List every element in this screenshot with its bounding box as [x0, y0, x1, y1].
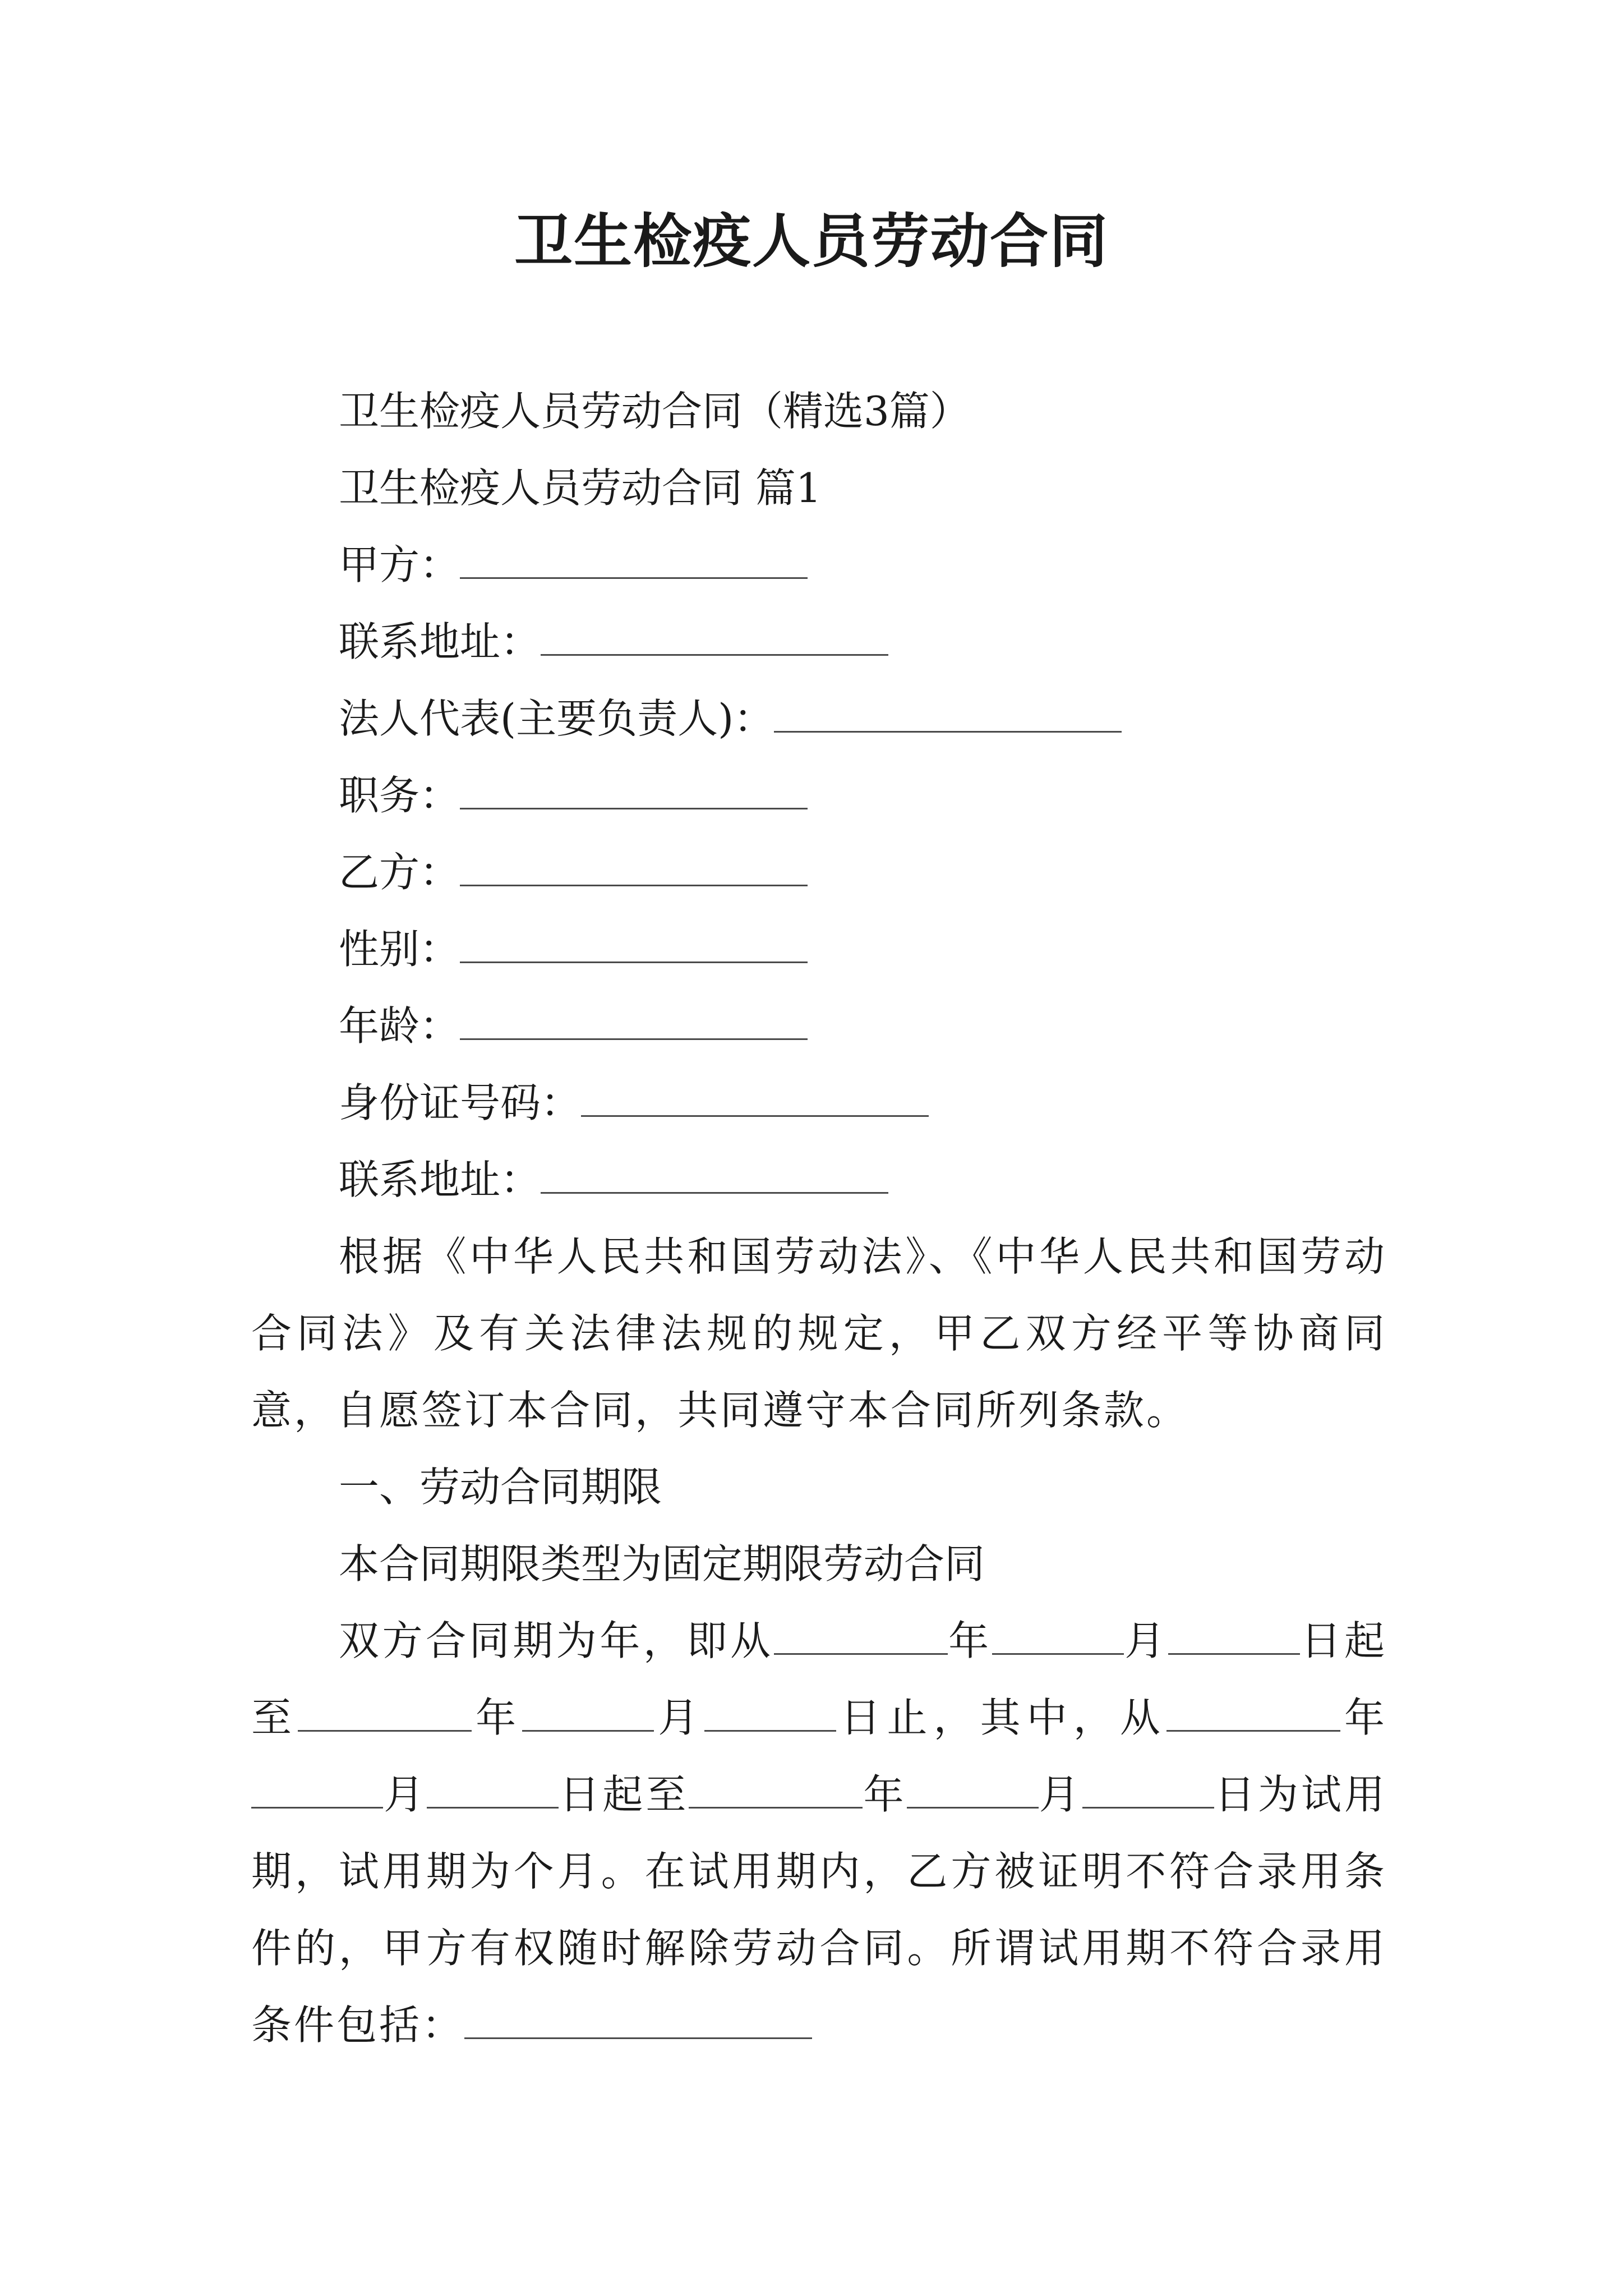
blank-line — [704, 1691, 836, 1732]
blank-line — [1168, 1614, 1300, 1655]
field-label: 联系地址： — [339, 1156, 541, 1203]
field-position — [251, 757, 1387, 834]
field-party-b — [251, 834, 1387, 911]
blank-line — [774, 1614, 948, 1655]
field-party-a — [251, 527, 1387, 604]
field-label: 性别： — [339, 926, 460, 973]
blank-line — [689, 1768, 863, 1809]
blank-line — [541, 1153, 888, 1194]
field-label: 法人代表(主要负责人)： — [339, 695, 774, 742]
blank-line — [522, 1691, 654, 1732]
field-contact-address-b — [251, 1142, 1387, 1218]
field-label: 乙方： — [339, 849, 460, 896]
field-id-number — [251, 1065, 1387, 1142]
blank-line — [251, 1768, 383, 1809]
field-legal-rep — [251, 680, 1387, 757]
blank-line — [541, 615, 888, 656]
blank-line — [1166, 1691, 1340, 1732]
document-title: 卫生检疫人员劳动合同 — [514, 206, 1109, 275]
document-subtitle: 卫生检疫人员劳动合同（精选3篇） — [339, 388, 970, 435]
article-1-heading: 一、劳动合同期限 — [339, 1464, 662, 1511]
field-gender — [251, 911, 1387, 988]
field-age — [251, 988, 1387, 1065]
field-label: 职务： — [339, 772, 460, 819]
blank-line — [460, 922, 808, 963]
blank-line — [992, 1614, 1124, 1655]
field-label: 联系地址： — [339, 618, 541, 665]
blank-line — [581, 1076, 929, 1117]
intro-paragraph: 根据《中华人民共和国劳动法》、《中华人民共和国劳动合同法》及有关法律法规的规定，甲乙双方经平等协商同意，自愿签订本合同，共同遵守本合同所列条款。 — [251, 1233, 1387, 1434]
blank-line — [427, 1768, 559, 1809]
section-heading: 卫生检疫人员劳动合同 篇1 — [339, 464, 822, 512]
blank-line — [460, 538, 808, 579]
blank-line — [460, 769, 808, 809]
field-contact-address-a — [251, 604, 1387, 680]
field-label: 甲方： — [339, 541, 460, 588]
document-body — [251, 373, 1387, 2064]
term-paragraph: 双方合同期为年，即从 年 月 日起至 年 月 日止，其中，从 年月 日起至 年 月 日为试用期，试用期为个月。在试用期内，乙方被证明不符合录用条件的，甲方有权随时解除劳动合同。所谓试用期不符合录用条件包括： — [251, 1603, 1387, 2064]
field-label: 身份证号码： — [339, 1079, 582, 1126]
field-label: 年龄： — [339, 1002, 460, 1050]
blank-line — [1082, 1768, 1214, 1809]
blank-line — [774, 692, 1122, 733]
blank-line — [298, 1691, 472, 1732]
blank-line — [460, 999, 808, 1040]
blank-line — [460, 845, 808, 886]
blank-line — [464, 1998, 812, 2039]
article-1-type: 本合同期限类型为固定期限劳动合同 — [339, 1540, 985, 1588]
blank-line — [907, 1768, 1039, 1809]
